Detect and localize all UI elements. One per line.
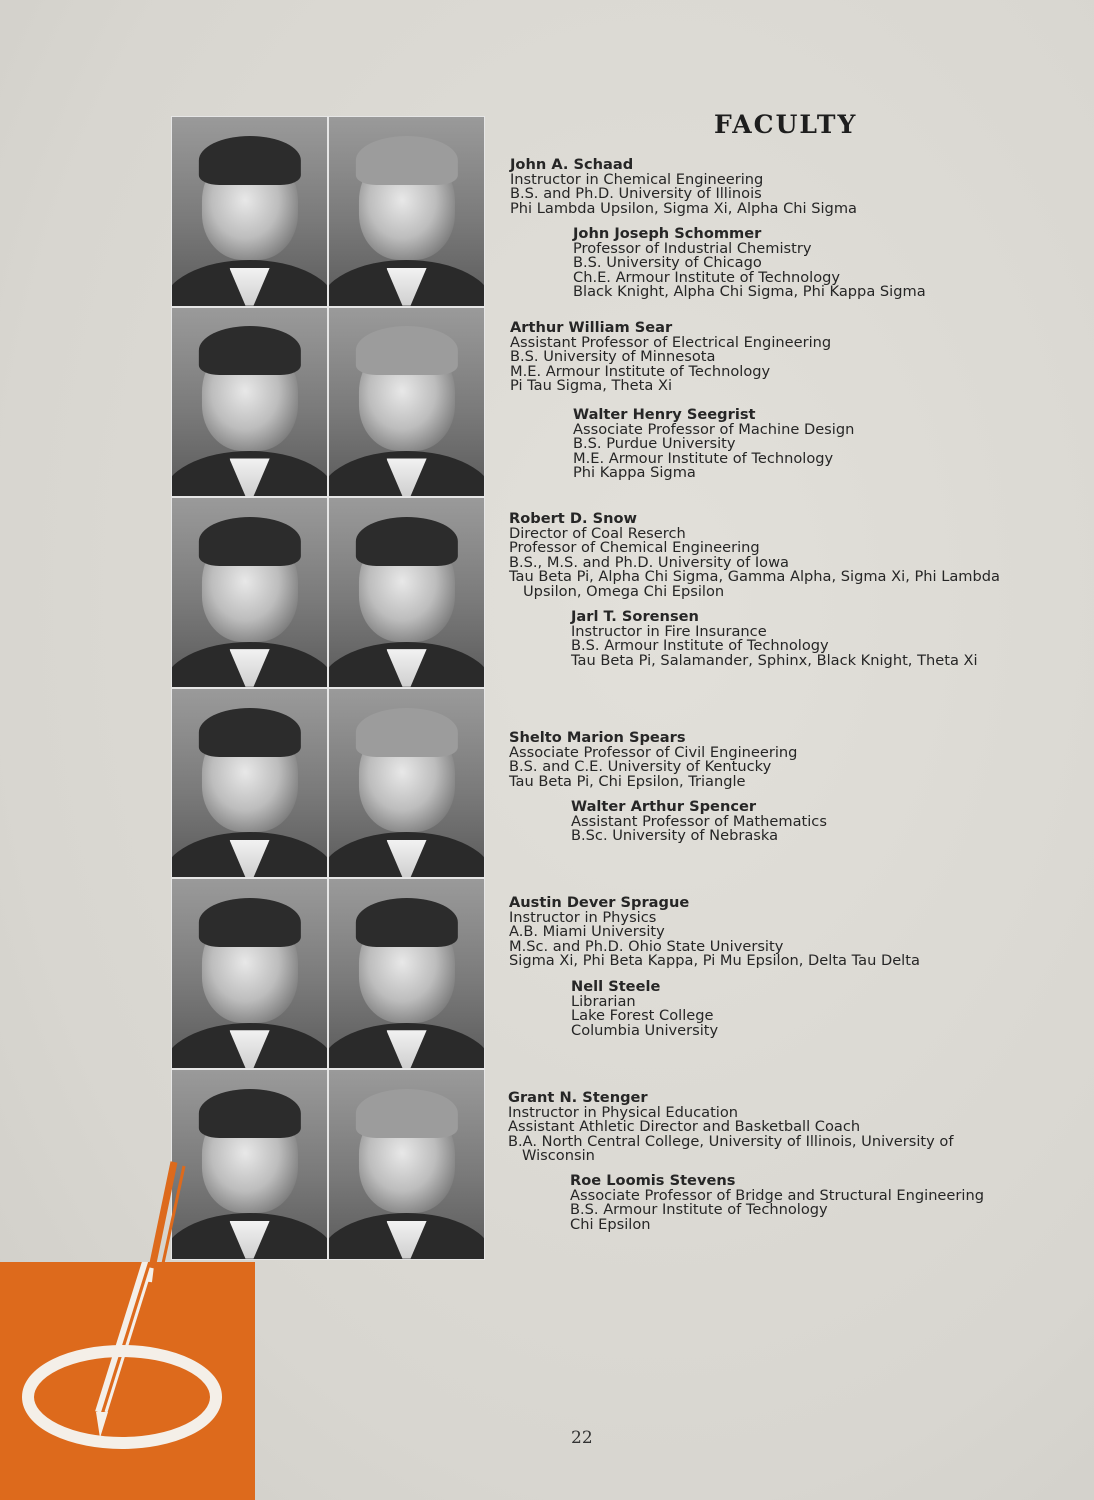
faculty-detail: Lake Forest College [571,1007,714,1025]
portrait-photo [171,878,328,1069]
faculty-detail: B.S. and Ph.D. University of Illinois [510,185,762,203]
faculty-detail: Tau Beta Pi, Chi Epsilon, Triangle [509,772,746,790]
portrait-photo [328,497,485,688]
faculty-detail: Instructor in Physics [509,908,657,926]
faculty-name: Roe Loomis Stevens [570,1172,736,1189]
faculty-entry [509,731,797,789]
portrait-photo [171,116,328,307]
faculty-detail: Instructor in Fire Insurance [571,622,767,640]
faculty-detail: Assistant Professor of Electrical Engineering [510,333,832,351]
faculty-detail: Wisconsin [522,1147,595,1165]
portrait-photo [171,307,328,498]
faculty-detail: Instructor in Physical Education [508,1103,739,1121]
faculty-detail: Sigma Xi, Phi Beta Kappa, Pi Mu Epsilon, Delta Tau Delta [509,952,920,970]
portrait-photo [328,1069,485,1260]
faculty-name: Nell Steele [571,978,661,995]
faculty-detail: Phi Lambda Upsilon, Sigma Xi, Alpha Chi Sigma [510,199,857,217]
faculty-detail: Associate Professor of Bridge and Structural Engineering [570,1186,984,1204]
faculty-entry [570,1174,984,1232]
faculty-detail: Tau Beta Pi, Salamander, Sphinx, Black Knight, Theta Xi [571,651,978,669]
faculty-entry [573,227,926,300]
faculty-detail: Tau Beta Pi, Alpha Chi Sigma, Gamma Alpha, Sigma Xi, Phi Lambda [509,568,1000,586]
faculty-name: John Joseph Schommer [573,225,762,242]
faculty-detail: Assistant Athletic Director and Basketball Coach [508,1118,861,1136]
portrait-photo [328,878,485,1069]
orange-logo-block [0,1262,255,1500]
faculty-entry [509,512,1000,600]
page-number: 22 [571,1428,593,1448]
faculty-detail: M.E. Armour Institute of Technology [510,362,771,380]
faculty-entry [510,158,857,216]
faculty-name: Walter Henry Seegrist [573,406,756,423]
faculty-detail: Professor of Chemical Engineering [509,539,760,557]
faculty-name: Walter Arthur Spencer [571,798,757,815]
faculty-detail: Director of Coal Reserch [509,524,686,542]
faculty-entry [510,321,831,394]
faculty-name: Shelto Marion Spears [509,729,686,746]
faculty-detail: B.S. University of Chicago [573,254,762,272]
faculty-detail: Instructor in Chemical Engineering [510,170,764,188]
faculty-entry [571,980,718,1038]
faculty-detail: M.E. Armour Institute of Technology [573,449,834,467]
faculty-detail: Black Knight, Alpha Chi Sigma, Phi Kappa Sigma [573,283,926,301]
faculty-detail: Associate Professor of Machine Design [573,420,855,438]
portrait-photo [328,688,485,879]
page-title: FACULTY [714,110,858,139]
pen-ellipse-logo-icon [0,1262,255,1500]
portrait-photo [328,307,485,498]
faculty-entry [571,800,827,844]
faculty-name: Arthur William Sear [510,319,673,336]
pen-stroke-icon [140,1160,200,1270]
faculty-detail: Pi Tau Sigma, Theta Xi [510,377,673,395]
faculty-detail: B.S. University of Minnesota [510,348,716,366]
faculty-name: John A. Schaad [510,156,634,173]
faculty-entry [573,408,854,481]
portrait-photo [171,688,328,879]
faculty-detail: Chi Epsilon [570,1215,651,1233]
faculty-detail: B.A. North Central College, University of Illinois, University of [508,1132,954,1150]
faculty-detail: Phi Kappa Sigma [573,464,696,482]
faculty-entry [571,610,978,668]
faculty-detail: M.Sc. and Ph.D. Ohio State University [509,937,784,955]
faculty-name: Grant N. Stenger [508,1089,648,1106]
faculty-detail: B.S., M.S. and Ph.D. University of Iowa [509,553,789,571]
faculty-detail: Assistant Professor of Mathematics [571,812,827,830]
portrait-photo [171,497,328,688]
faculty-detail: B.S. Armour Institute of Technology [571,637,829,655]
faculty-name: Jarl T. Sorensen [571,608,699,625]
faculty-detail: A.B. Miami University [509,923,665,941]
portrait-photo [328,116,485,307]
faculty-entry [509,896,920,969]
faculty-detail: B.S. and C.E. University of Kentucky [509,758,772,776]
faculty-detail: Upsilon, Omega Chi Epsilon [523,582,725,600]
faculty-detail: B.S. Purdue University [573,435,736,453]
faculty-detail: Ch.E. Armour Institute of Technology [573,268,841,286]
faculty-photo-grid [171,116,485,1260]
faculty-name: Robert D. Snow [509,510,638,527]
faculty-detail: Associate Professor of Civil Engineering [509,743,798,761]
faculty-entry [508,1091,953,1164]
faculty-detail: B.S. Armour Institute of Technology [570,1201,828,1219]
faculty-detail: Librarian [571,992,636,1010]
faculty-name: Austin Dever Sprague [509,894,690,911]
faculty-detail: Professor of Industrial Chemistry [573,239,812,257]
faculty-detail: Columbia University [571,1021,719,1039]
faculty-detail: B.Sc. University of Nebraska [571,827,779,845]
